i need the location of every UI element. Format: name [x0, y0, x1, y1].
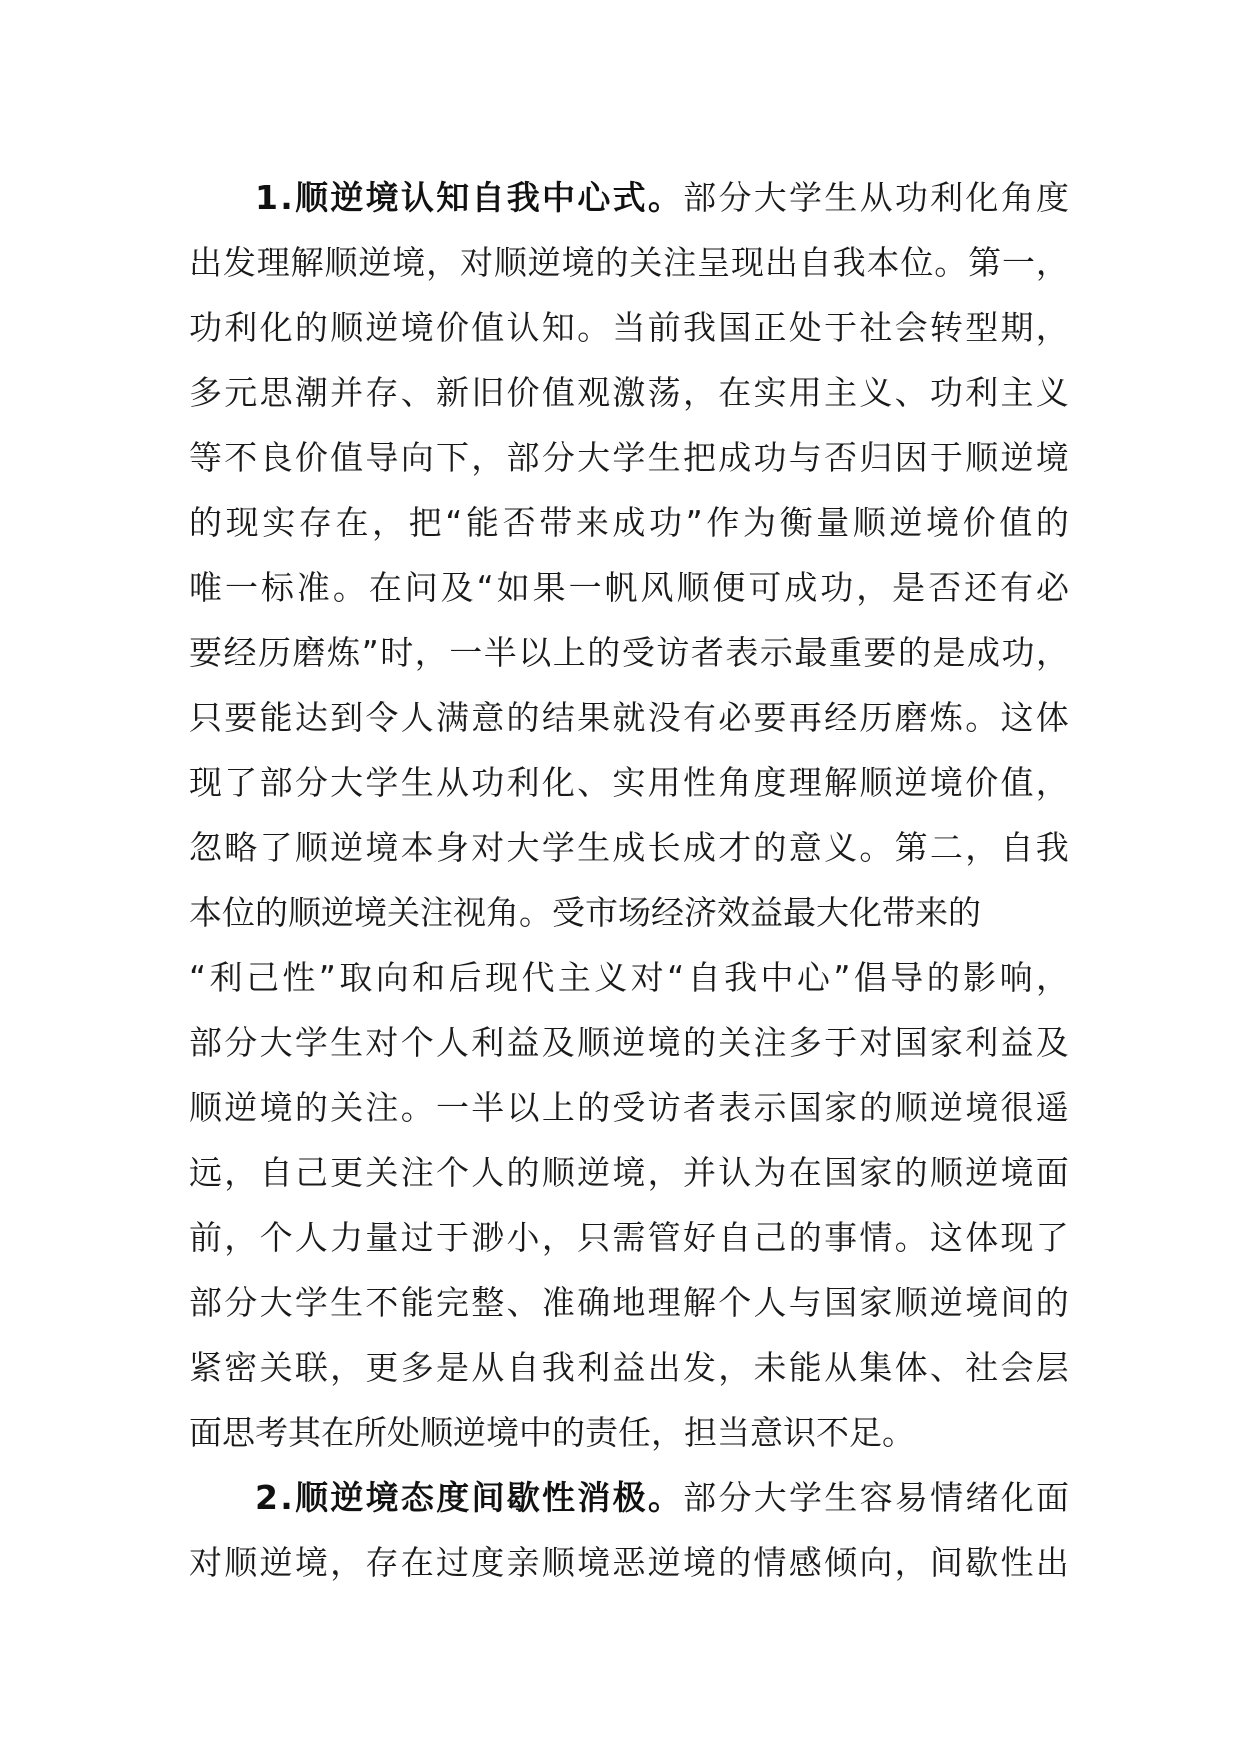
text-line: 1 . 顺 逆 境 认 知 自 我 中 心 式 。 部 分 大 学 生 从 功 利 化 角 度	[255, 178, 1069, 217]
text-line: 前 ， 个 人 力 量 过 于 渺 小 ， 只 需 管 好 自 己 的 事 情 。 这 体 现 了	[189, 1218, 1069, 1257]
text-line: 出 发 理 解 顺 逆 境 ， 对 顺 逆 境 的 关 注 呈 现 出 自 我 本 位 。 第 一 ，	[189, 243, 1069, 282]
text-line: 对 顺 逆 境 ， 存 在 过 度 亲 顺 境 恶 逆 境 的 情 感 倾 向 ， 间 歇 性 出	[189, 1543, 1069, 1582]
text-line: 远 ， 自 己 更 关 注 个 人 的 顺 逆 境 ， 并 认 为 在 国 家 的 顺 逆 境 面	[189, 1153, 1069, 1192]
text-line: 紧 密 关 联 ， 更 多 是 从 自 我 利 益 出 发 ， 未 能 从 集 体 、 社 会 层	[189, 1348, 1069, 1387]
text-line: 唯 一 标 准 。 在 问 及 “ 如 果 一 帆 风 顺 便 可 成 功 ， 是 否 还 有 必	[189, 568, 1069, 607]
text-line: 多 元 思 潮 并 存 、 新 旧 价 值 观 激 荡 ， 在 实 用 主 义 、 功 利 主 义	[189, 373, 1069, 412]
text-line: 部 分 大 学 生 不 能 完 整 、 准 确 地 理 解 个 人 与 国 家 顺 逆 境 间 的	[189, 1283, 1069, 1322]
text-line	[189, 880, 1069, 945]
text-line: 顺 逆 境 的 关 注 。 一 半 以 上 的 受 访 者 表 示 国 家 的 顺 逆 境 很 遥	[189, 1088, 1069, 1127]
text-line: 功 利 化 的 顺 逆 境 价 值 认 知 。 当 前 我 国 正 处 于 社 会 转 型 期 ，	[189, 308, 1069, 347]
text-line: 等 不 良 价 值 导 向 下 ， 部 分 大 学 生 把 成 功 与 否 归 因 于 顺 逆 境	[189, 438, 1069, 477]
text-line: 要 经 历 磨 炼 ” 时 ， 一 半 以 上 的 受 访 者 表 示 最 重 要 的 是 成 功 ，	[189, 633, 1069, 672]
line-text: 面思考其在所处顺逆境中的责任，担当意识不足。	[189, 1413, 915, 1452]
paragraph-2	[189, 1465, 1069, 1595]
document-body	[189, 165, 1069, 1595]
text-line: 忽 略 了 顺 逆 境 本 身 对 大 学 生 成 长 成 才 的 意 义 。 第 二 ， 自 我	[189, 828, 1069, 867]
line-text: 本位的顺逆境关注视角。受市场经济效益最大化带来的	[189, 893, 981, 932]
text-line: 的 现 实 存 在 ， 把 “ 能 否 带 来 成 功 ” 作 为 衡 量 顺 逆 境 价 值 的	[189, 503, 1069, 542]
text-line: 部 分 大 学 生 对 个 人 利 益 及 顺 逆 境 的 关 注 多 于 对 国 家 利 益 及	[189, 1023, 1069, 1062]
text-line	[189, 1400, 1069, 1465]
text-line: 只 要 能 达 到 令 人 满 意 的 结 果 就 没 有 必 要 再 经 历 磨 炼 。 这 体	[189, 698, 1069, 737]
text-line: “ 利 己 性 ” 取 向 和 后 现 代 主 义 对 “ 自 我 中 心 ” 倡 导 的 影 响 ，	[189, 958, 1069, 997]
text-line: 现 了 部 分 大 学 生 从 功 利 化 、 实 用 性 角 度 理 解 顺 逆 境 价 值 ，	[189, 763, 1069, 802]
paragraph-1	[189, 165, 1069, 1465]
text-line: 2 . 顺 逆 境 态 度 间 歇 性 消 极 。 部 分 大 学 生 容 易 情 绪 化 面	[255, 1478, 1069, 1517]
